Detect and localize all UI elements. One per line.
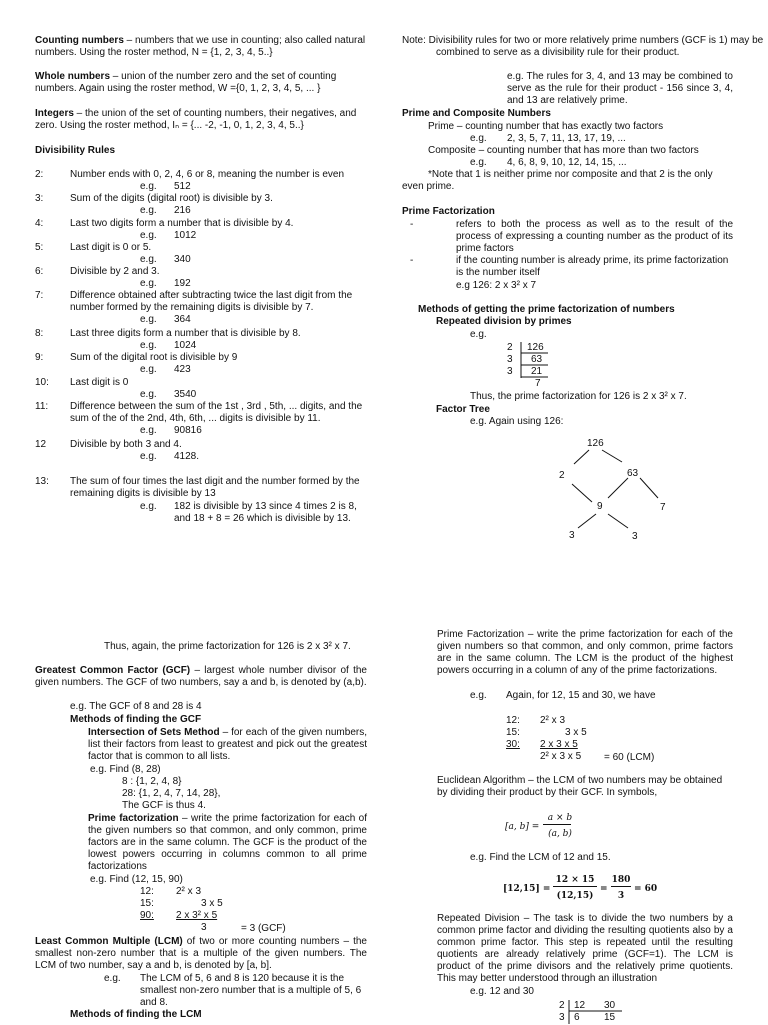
gcf-def — [35, 665, 367, 689]
rule-example: 1024 — [174, 340, 197, 351]
rule-eg: e.g. — [140, 278, 157, 289]
rule-number: 12 — [35, 439, 47, 450]
definition: – largest whole number divisor of the given numbers. The GCF of two numbers, say a and b, is denoted by (a,b). — [35, 665, 367, 688]
quotient: 7 — [535, 378, 541, 389]
lcm-def — [35, 936, 367, 972]
ios-line-3: The GCF is thus 4. — [122, 800, 206, 811]
rule-example: 1012 — [174, 230, 197, 241]
rule-number: 11: — [35, 401, 49, 412]
factor-tree-heading: Factor Tree — [436, 404, 490, 415]
prime-examples: 2, 3, 5, 7, 11, 13, 17, 19, ... — [507, 133, 626, 144]
row-label: 15: — [140, 898, 154, 909]
prime-composite-heading: Prime and Composite Numbers — [402, 108, 551, 119]
definition: – for each of the given numbers, list their factors from least to greatest and pick out the greatest factor that is common to all lists. — [88, 727, 367, 762]
value: 15 — [604, 1012, 616, 1023]
rule-eg: e.g. — [140, 389, 157, 400]
definition: – numbers that we use in counting; also called natural numbers. Using the roster method, N = {1, 2, 3, 4, 5..} — [35, 35, 366, 58]
rule-number: 7: — [35, 290, 44, 301]
rule-eg: e.g. — [140, 314, 157, 325]
lcm-row: 2² x 3 x 5 — [540, 751, 582, 762]
fraction-bar — [553, 886, 597, 887]
gcf-result-value: 3 — [201, 922, 207, 933]
rule-example: 340 — [174, 254, 191, 265]
division-bracket-lines — [518, 340, 578, 390]
prime-eg: e.g. — [470, 133, 487, 144]
repeated-division-lcm: Repeated Division – The task is to divide the two numbers by a common prime factor and dividing the resulting quotients also by a common prime factor. This step is repeated until the resulting quotients are already relatively prime (GCF=1). The LCM is product of the prime divisors and the relatively prime quotients. This may better understood through an illustration — [437, 913, 733, 984]
repeated-division-result: Thus, the prime factorization for 126 is 2 x 3² x 7. — [470, 391, 687, 402]
term: Integers — [35, 108, 74, 119]
divisor: 3 — [507, 354, 513, 365]
row-value: 2² x 3 — [176, 886, 202, 897]
calc-numerator-1: 12 × 15 — [555, 875, 595, 885]
gcf-methods-heading: Methods of finding the GCF — [70, 714, 202, 725]
intersection-of-sets — [88, 727, 367, 763]
ios-example: e.g. Find (8, 28) — [90, 764, 161, 775]
lcm-result: = 60 (LCM) — [604, 752, 655, 763]
definition: of two or more counting numbers – the smallest non-zero number that is a multiple of the given numbers. The LCM of two number, say a and b, is denoted by [a, b]. — [35, 936, 367, 971]
rule-text: Divisible by 2 and 3. — [70, 266, 160, 277]
prime-factorization-heading: Prime Factorization — [402, 206, 495, 217]
tree-node-9: 9 — [597, 501, 603, 512]
rule-number: 8: — [35, 328, 44, 339]
quotient: 126 — [527, 342, 544, 353]
gcf-result: = 3 (GCF) — [241, 923, 286, 934]
tree-node-7: 7 — [660, 502, 666, 513]
pf-example: e.g 126: 2 x 3² x 7 — [456, 280, 537, 291]
row-label: 30: — [506, 739, 520, 750]
row-value: 2² x 3 — [540, 715, 566, 726]
calc-numerator-2: 180 — [611, 875, 631, 885]
integers-def — [35, 108, 367, 132]
row-value: 3 x 5 — [565, 727, 587, 738]
divisor: 2 — [507, 342, 513, 353]
rule-text: Divisible by both 3 and 4. — [70, 439, 182, 450]
rule-example: 90816 — [174, 425, 202, 436]
row-label: 90: — [140, 910, 154, 921]
lcm-prime-factorization: Prime Factorization – write the prime factorization for each of the given numbers so that common, and only common, prime factors are in the same column. The LCM is the product of the highest powers occurring in a column of any of the prime factorizations. — [437, 629, 733, 676]
term: Counting numbers — [35, 35, 124, 46]
value: 12 — [574, 1000, 586, 1011]
row-label: 12: — [506, 715, 520, 726]
note-divisibility: Note: Divisibility rules for two or more relatively prime numbers (GCF is 1) may be combined to serve as a divisibility rule for their product. — [402, 35, 764, 58]
counting-numbers-def — [35, 35, 367, 59]
rule-eg: e.g. — [140, 340, 157, 351]
rule-text: Last digit is 0 — [70, 377, 129, 388]
note-example: e.g. The rules for 3, 4, and 13 may be combined to serve as the rule for their product - 156 since 3, 4, and 13 are relatively prime. — [507, 71, 733, 106]
find-lcm-eg: e.g. Find the LCM of 12 and 15. — [470, 852, 611, 863]
divisibility-heading: Divisibility Rules — [35, 145, 116, 156]
rule-text: Last digit is 0 or 5. — [70, 242, 152, 253]
rule-text: Last two digits form a number that is divisible by 4. — [70, 218, 294, 229]
calc-equals: = — [600, 884, 608, 894]
divisor: 3 — [559, 1012, 565, 1023]
row-value: 3 x 5 — [201, 898, 223, 909]
rule-number: 9: — [35, 352, 44, 363]
quotient: 63 — [531, 354, 543, 365]
rule-13-text: The sum of four times the last digit and the number formed by the remaining digits is divisible by 13 — [70, 476, 360, 499]
row-value: 2 x 3 x 5 — [540, 739, 578, 750]
rule-number: 4: — [35, 218, 44, 229]
definition: – the union of the set of counting numbers, their negatives, and zero. Using the roster method, Iₙ = {... -2, -1, 0, 1, 2, 3, 4, 5..} — [35, 108, 357, 131]
factor-tree-lines — [556, 446, 696, 546]
euclidean-algorithm: Euclidean Algorithm – the LCM of two numbers may be obtained by dividing their product by their GCF. In symbols, — [437, 775, 723, 798]
rule-text: Difference between the sum of the 1st , 3rd , 5th, ... digits, and the sum of the of the 2nd, 4th, 6th, ... digits is divisible by 11. — [70, 401, 363, 424]
composite-def: Composite – counting number that has more than two factors — [428, 145, 699, 156]
rule-text: Number ends with 0, 2, 4, 6 or 8, meaning the number is even — [70, 169, 345, 180]
calc-result: = 60 — [634, 884, 658, 894]
rule-number: 5: — [35, 242, 44, 253]
ladder-lines — [566, 999, 626, 1025]
note-one: *Note that 1 is neither prime nor composite and that 2 is the only even prime. — [402, 169, 713, 192]
term: Greatest Common Factor (GCF) — [35, 665, 191, 676]
composite-examples: 4, 6, 8, 9, 10, 12, 14, 15, ... — [507, 157, 627, 168]
thus-again: Thus, again, the prime factorization for 126 is 2 x 3² x 7. — [104, 641, 351, 652]
rule-eg: e.g. — [140, 230, 157, 241]
rule-eg: e.g. — [140, 451, 157, 462]
prime-def: Prime – counting number that has exactly two factors — [428, 121, 664, 132]
rule-example: 4128. — [174, 451, 200, 462]
gcf-example: e.g. The GCF of 8 and 28 is 4 — [70, 701, 202, 712]
term: Whole numbers — [35, 71, 111, 82]
row-value: 2 x 3² x 5 — [176, 910, 218, 921]
rule-text: Sum of the digits (digital root) is divisible by 3. — [70, 193, 273, 204]
rule-text: Sum of the digital root is divisible by 9 — [70, 352, 238, 363]
rule-text: Difference obtained after subtracting twice the last digit from the number formed by the remaining digits is divisible by 7. — [70, 290, 353, 313]
formula-numerator: a × b — [547, 813, 573, 823]
tree-node-2: 2 — [559, 470, 565, 481]
divisor: 3 — [507, 366, 513, 377]
term: Prime factorization — [88, 813, 179, 824]
prime-factorization-method — [88, 813, 367, 873]
row-label: 15: — [506, 727, 520, 738]
rule-example: 364 — [174, 314, 191, 325]
tree-node-3b: 3 — [632, 531, 638, 542]
tree-node-126: 126 — [587, 438, 604, 449]
divisor: 2 — [559, 1000, 565, 1011]
rule-eg: e.g. — [140, 364, 157, 375]
rule-number: 2: — [35, 169, 44, 180]
lcm-eg: e.g. — [104, 973, 121, 984]
rule-13-number: 13: — [35, 476, 49, 487]
rule-number: 6: — [35, 266, 44, 277]
tree-node-3a: 3 — [569, 530, 575, 541]
repeated-division-lcm-eg: e.g. 12 and 30 — [470, 986, 534, 997]
lcm-methods-heading: Methods of finding the LCM — [70, 1009, 202, 1020]
bullet-dash: - — [410, 219, 414, 230]
term: Intersection of Sets Method — [88, 727, 220, 738]
rule-eg: e.g. — [140, 205, 157, 216]
rule-text: Last three digits form a number that is divisible by 8. — [70, 328, 301, 339]
calc-denominator-1: (12,15) — [556, 891, 594, 901]
composite-eg: e.g. — [470, 157, 487, 168]
rule-13-example: 182 is divisible by 13 since 4 times 2 is 8, and 18 + 8 = 26 which is divisible by 13. — [174, 501, 357, 524]
whole-numbers-def — [35, 71, 367, 95]
row-label: 12: — [140, 886, 154, 897]
rule-example: 423 — [174, 364, 191, 375]
rule-number: 10: — [35, 377, 49, 388]
formula-denominator: (a, b) — [548, 829, 572, 839]
calc-denominator-2: 3 — [617, 891, 625, 901]
pf-bullet-2: if the counting number is already prime, its prime factorization is the number itself — [456, 255, 729, 278]
fraction-bar — [543, 824, 571, 825]
lcm-pf-eg: e.g. — [470, 690, 487, 701]
bullet-dash: - — [410, 255, 414, 266]
definition: – write the prime factorization for each of the given numbers so that common, and only common, prime factors are in the same column. The GCF is the product of the lowest powers occurring in columns common to all prime factorizations — [88, 813, 367, 872]
formula-lhs: [a, b] = — [505, 822, 540, 832]
rule-example: 512 — [174, 181, 191, 192]
quotient: 21 — [531, 366, 543, 377]
rule-eg: e.g. — [140, 181, 157, 192]
lcm-example: The LCM of 5, 6 and 8 is 120 because it is the smallest non-zero number that is a multiple of 5, 6 and 8. — [140, 973, 362, 1008]
rule-eg: e.g. — [140, 425, 157, 436]
repeated-division-eg: e.g. — [470, 329, 487, 340]
value: 30 — [604, 1000, 616, 1011]
rule-number: 3: — [35, 193, 44, 204]
value: 6 — [574, 1012, 580, 1023]
tree-node-63: 63 — [627, 468, 639, 479]
factor-tree-eg: e.g. Again using 126: — [470, 416, 564, 427]
pf-gcf-example: e.g. Find (12, 15, 90) — [90, 874, 183, 885]
calc-lhs: [12,15] = — [503, 884, 551, 894]
rule-example: 216 — [174, 205, 191, 216]
term: Least Common Multiple (LCM) — [35, 936, 183, 947]
rule-example: 192 — [174, 278, 191, 289]
definition: – union of the number zero and the set of counting numbers. Again using the roster method, W ={0, 1, 2, 3, 4, 5, ... } — [35, 71, 337, 94]
rule-eg: e.g. — [140, 254, 157, 265]
fraction-bar — [611, 886, 631, 887]
ios-line-2: 28: {1, 2, 4, 7, 14, 28}, — [122, 788, 221, 799]
rule-13-eg: e.g. — [140, 501, 157, 512]
lcm-pf-eg-text: Again, for 12, 15 and 30, we have — [506, 690, 656, 701]
ios-line-1: 8 : {1, 2, 4, 8} — [122, 776, 182, 787]
pf-bullet-1: refers to both the process as well as to the result of the process of expressing a counting number as the product of its prime factors — [456, 219, 733, 254]
rule-example: 3540 — [174, 389, 197, 400]
repeated-division-heading: Repeated division by primes — [436, 316, 572, 327]
methods-heading: Methods of getting the prime factorization of numbers — [418, 304, 675, 315]
